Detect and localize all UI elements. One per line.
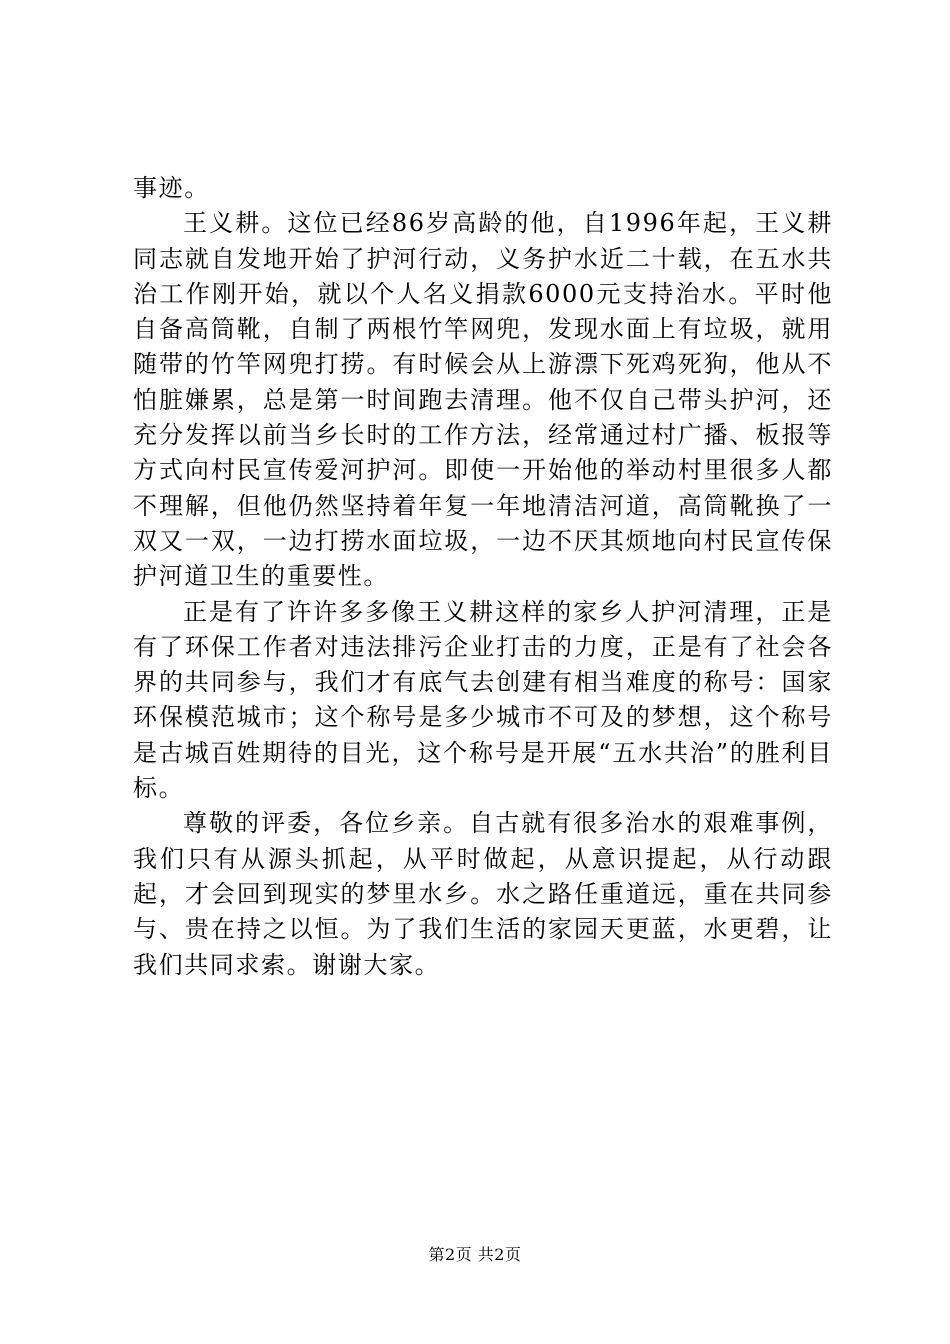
paragraph-wang-yigeng: 王义耕。这位已经86岁高龄的他，自1996年起，王义耕同志就自发地开始了护河行动，义务护水近二十载，在五水共治工作刚开始，就以个人名义捐款6000元支持治水。平时他自备高筒靴，自制了两根竹竿网兜，发现水面上有垃圾，就用随带的竹竿网兜打捞。有时候会从上游漂下死鸡死狗，他从不怕脏嫌累，总是第一时间跑去清理。他不仅自己带头护河，还充分发挥以前当乡长时的工作方法，经常通过村广播、板报等方式向村民宣传爱河护河。即使一开始他的举动村里很多人都不理解，但他仍然坚持着年复一年地清洁河道，高筒靴换了一双又一双，一边打捞水面垃圾，一边不厌其烦地向村民宣传保护河道卫生的重要性。 (133, 209, 833, 591)
paragraph-closing: 尊敬的评委，各位乡亲。自古就有很多治水的艰难事例，我们只有从源头抓起，从平时做起，从意识提起，从行动跟起，才会回到现实的梦里水乡。水之路任重道远，重在共同参与、贵在持之以恒。为了我们生活的家园天更蓝，水更碧，让我们共同求索。谢谢大家。 (133, 809, 833, 979)
document-body (133, 171, 833, 983)
paragraph-continuation: 事迹。 (133, 174, 210, 202)
page-number-footer: 第2页 共2页 (428, 1245, 522, 1264)
paragraph-model-city: 正是有了许许多多像王义耕这样的家乡人护河清理，正是有了环保工作者对违法排污企业打击的力度，正是有了社会各界的共同参与，我们才有底气去创建有相当难度的称号：国家环保模范城市；这个称号是多少城市不可及的梦想，这个称号是古城百姓期待的目光，这个称号是开展“五水共治”的胜利目标。 (133, 597, 833, 803)
